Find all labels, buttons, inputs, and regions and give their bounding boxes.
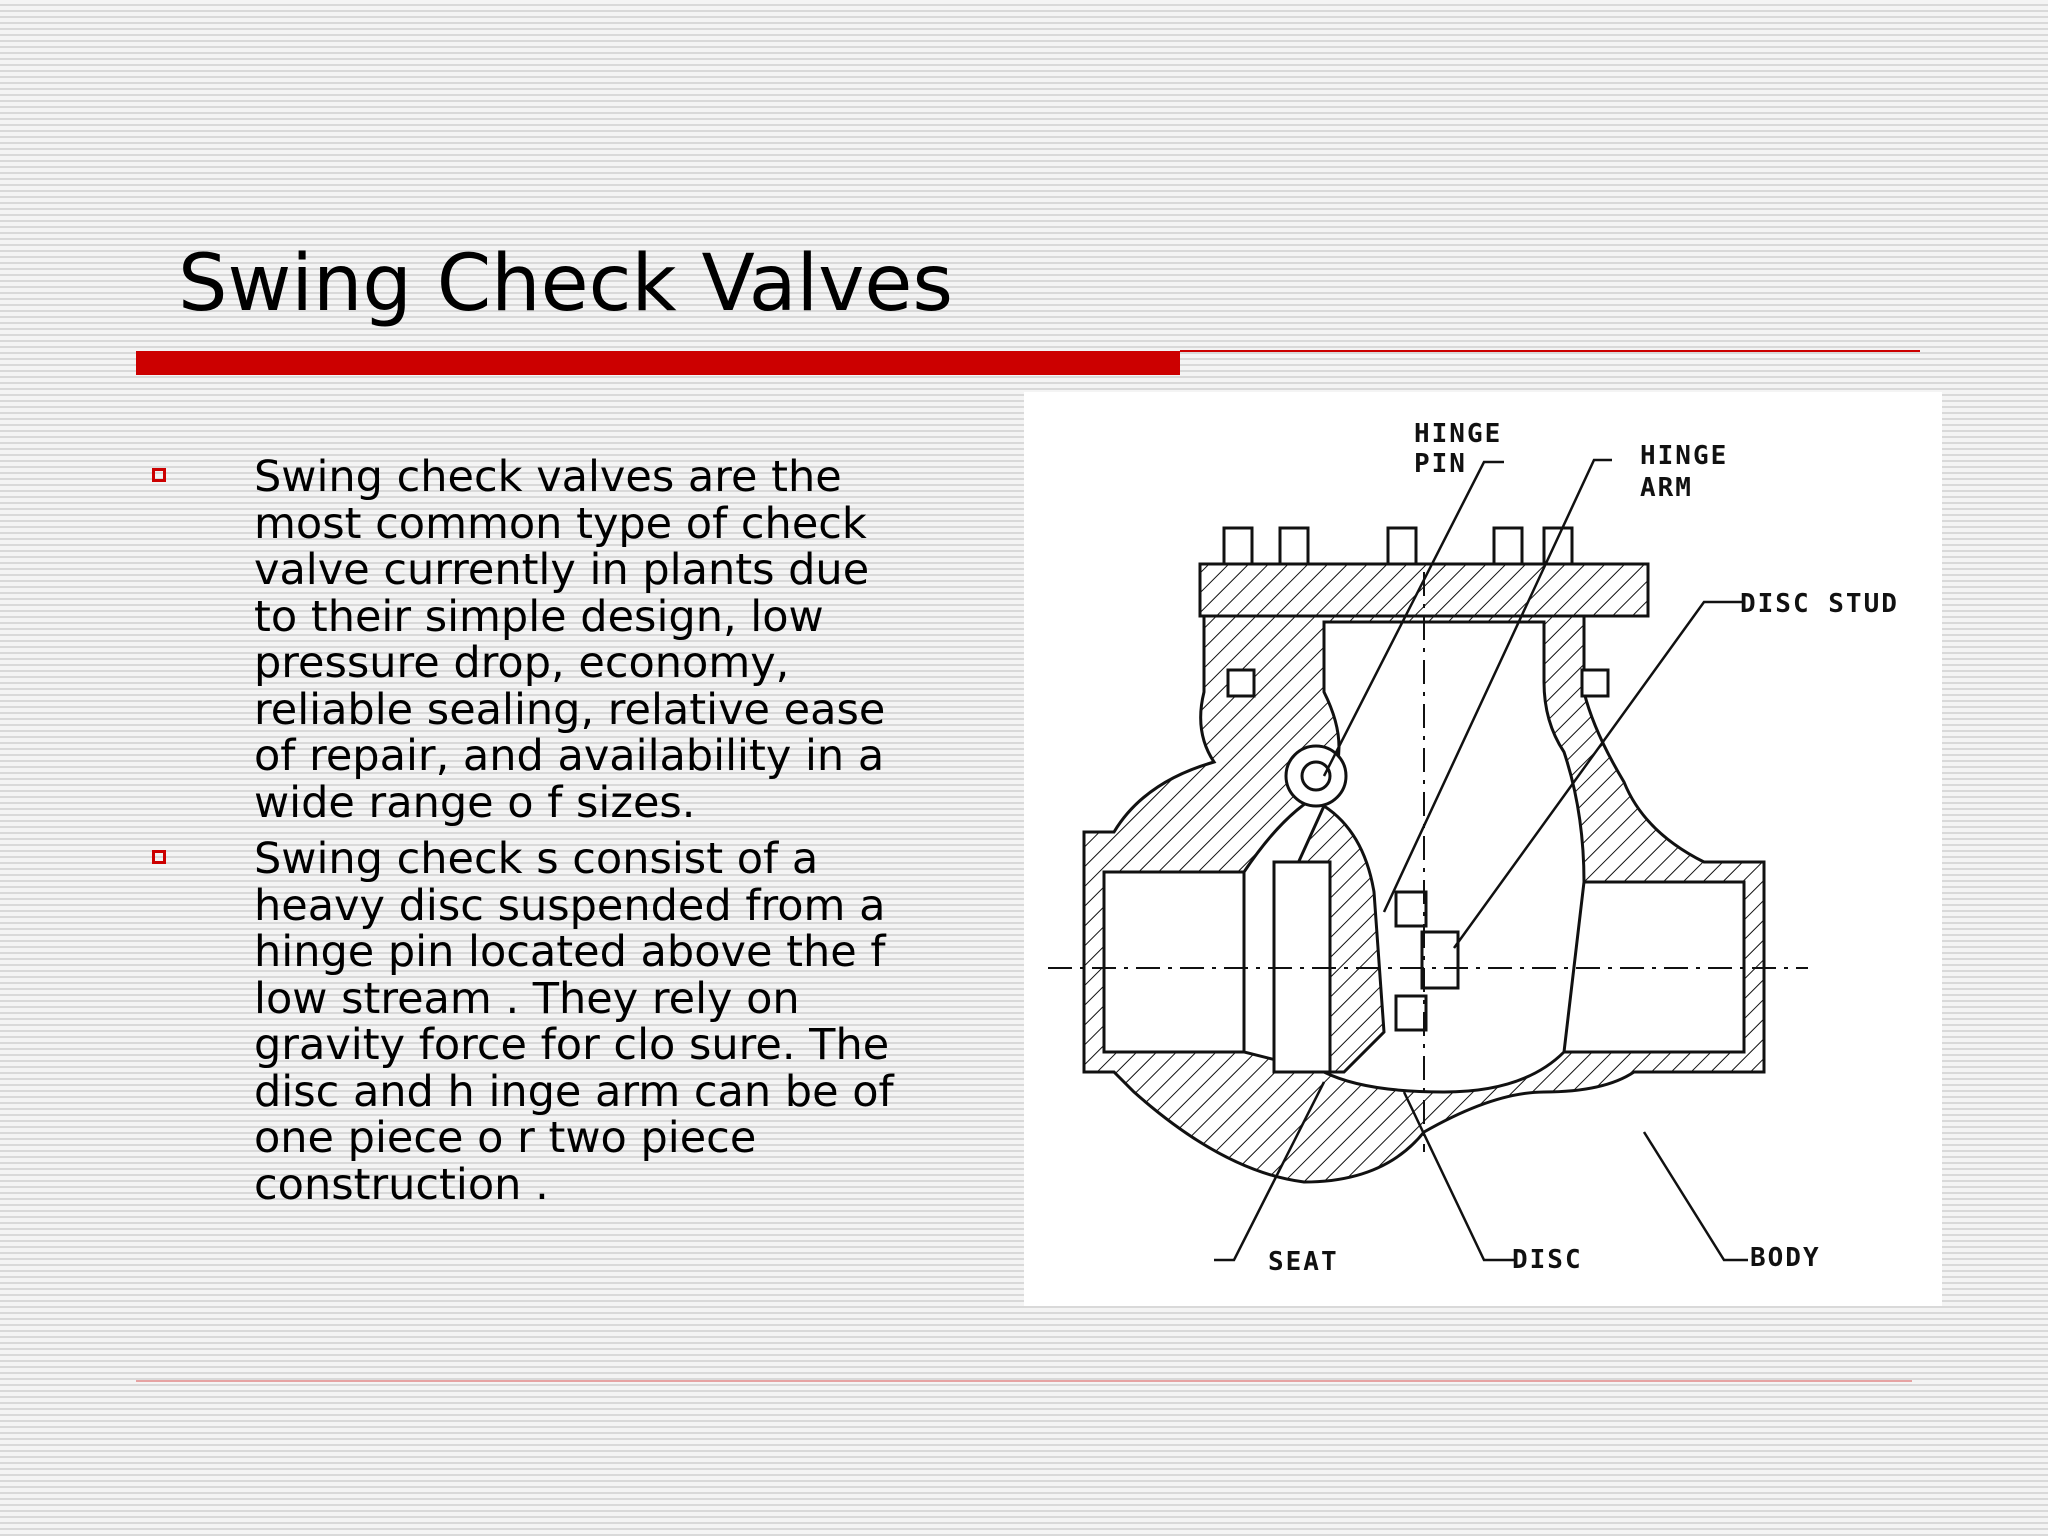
title-underline-rule [1180, 350, 1920, 352]
hollow-square-bullet-icon [152, 468, 166, 482]
label-hinge-pin: HINGE [1414, 419, 1503, 449]
bullet-text: Swing check s consist of a heavy disc suspended from a hinge pin located above the f low stream . They rely on gravity force for clo sure. The disc and h inge arm can be of one piece o r two piece construction . [254, 834, 894, 1210]
hollow-square-bullet-icon [152, 850, 166, 864]
footer-rule [136, 1380, 1912, 1382]
valve-cross-section-svg [1024, 392, 1942, 1306]
bullet-item [146, 836, 1016, 1208]
label-hinge-arm: HINGE [1640, 441, 1729, 471]
label-disc-stud: DISC STUD [1740, 589, 1899, 619]
label-seat: SEAT [1268, 1247, 1339, 1277]
slide-title: Swing Check Valves [178, 239, 954, 329]
swing-check-valve-diagram [1024, 392, 1942, 1306]
bullet-list [146, 454, 1016, 1218]
label-hinge-pin-line2: PIN [1414, 449, 1467, 479]
title-underline-bar [136, 351, 1180, 375]
label-body: BODY [1750, 1243, 1821, 1273]
bullet-text: Swing check valves are the most common type of check valve currently in plants due to their simple design, low pressure drop, economy, reliable sealing, relative ease of repair, and availability in a wide range o f sizes. [254, 452, 886, 828]
bullet-item [146, 454, 1016, 826]
label-disc: DISC [1512, 1245, 1583, 1275]
label-hinge-arm-line2: ARM [1640, 473, 1693, 503]
